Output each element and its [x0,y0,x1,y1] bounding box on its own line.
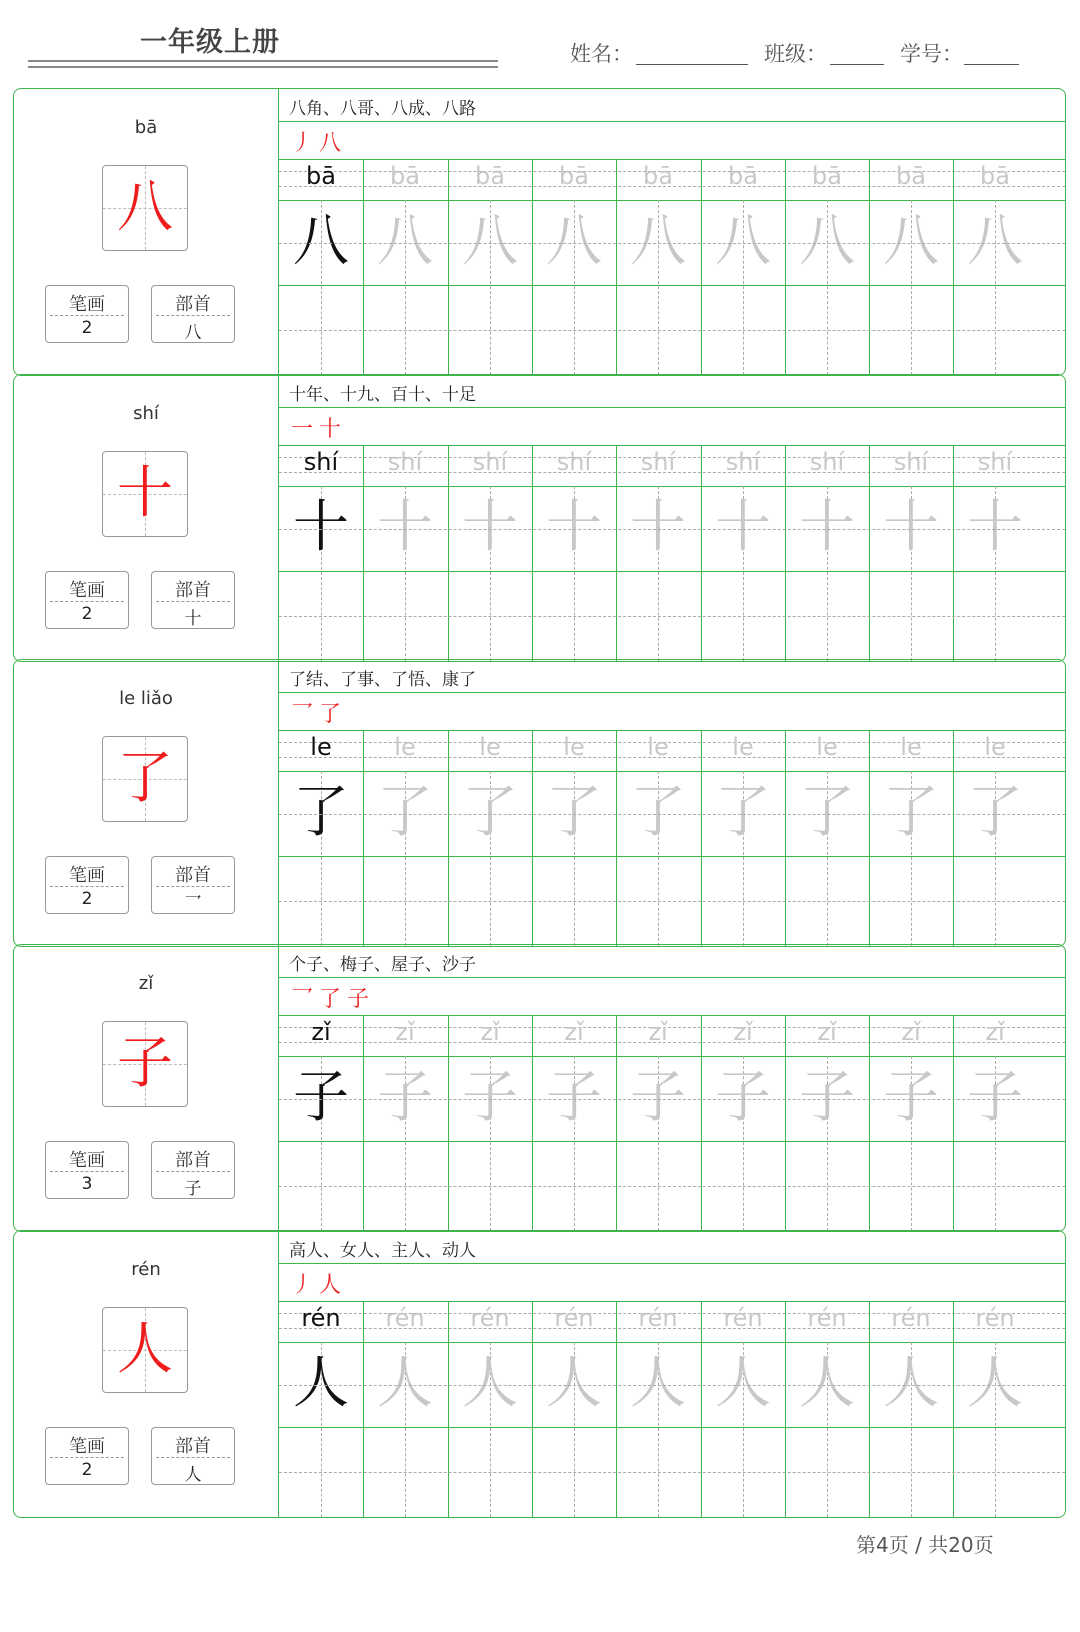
class-field[interactable] [830,64,884,65]
title-underline [28,60,498,62]
character-trace-cell: 人 [630,1351,686,1416]
pinyin-trace-cell: le [479,733,501,761]
character-trace-cell: 八 [967,209,1023,274]
pinyin-trace-cell: rén [638,1304,678,1332]
stroke-count-label: 笔画 [69,580,105,601]
pinyin-trace-cell: zǐ [985,1018,1005,1046]
radical-value: 八 [184,323,202,343]
character-trace-cell: 子 [799,1065,855,1130]
character-info-panel [14,375,278,661]
blank-writing-row[interactable] [279,571,1065,661]
character-trace-cell: 人 [462,1351,518,1416]
character-model-cell: 了 [293,780,349,845]
pinyin-model-cell: shí [303,448,339,476]
stroke-count-value: 2 [81,604,93,624]
character-trace-cell: 了 [799,780,855,845]
practice-grid [278,1231,1065,1517]
pinyin-model-cell: zǐ [311,1018,331,1046]
practice-grid [278,660,1065,946]
character-model-cell: 十 [293,495,349,560]
character-glyph: 十 [117,461,173,526]
character-info-panel [14,1231,278,1517]
pinyin-trace-cell: bā [896,162,926,190]
pinyin-trace-cell: zǐ [901,1018,921,1046]
title-underline [28,66,498,68]
name-label: 姓名： [570,42,633,66]
pinyin-label: le liǎo [119,688,173,709]
character-model-cell: 八 [293,209,349,274]
character-glyph: 八 [117,175,173,240]
character-trace-cell: 八 [630,209,686,274]
example-words: 了结、了事、了悟、康了 [289,670,476,690]
example-words: 八角、八哥、八成、八路 [289,99,476,119]
page-header [0,0,1080,80]
character-trace-cell: 十 [715,495,771,560]
pinyin-trace-cell: rén [891,1304,931,1332]
stroke-order: 丿八 [291,131,348,156]
pinyin-label: rén [131,1259,161,1280]
pinyin-label: zǐ [138,973,154,994]
radical-label: 部首 [175,1436,211,1457]
pinyin-trace-cell: rén [975,1304,1015,1332]
character-trace-cell: 了 [377,780,433,845]
example-words: 个子、梅子、屋子、沙子 [289,955,476,975]
stroke-count-box [45,571,129,629]
character-trace-cell: 了 [630,780,686,845]
character-trace-cell: 人 [799,1351,855,1416]
pinyin-trace-cell: shí [977,448,1013,476]
radical-label: 部首 [175,294,211,315]
character-trace-cell: 八 [883,209,939,274]
stroke-order: 丿人 [291,1273,348,1298]
stroke-count-value: 3 [81,1174,93,1194]
radical-box [151,1141,235,1199]
stroke-count-label: 笔画 [69,294,105,315]
character-trace-cell: 十 [462,495,518,560]
character-display [102,451,188,537]
character-trace-cell: 八 [715,209,771,274]
stroke-count-value: 2 [81,1460,93,1480]
character-glyph: 了 [117,746,173,811]
pinyin-trace-cell: le [732,733,754,761]
pinyin-trace-cell: zǐ [395,1018,415,1046]
character-trace-cell: 了 [546,780,602,845]
pinyin-trace-cell: le [984,733,1006,761]
radical-label: 部首 [175,580,211,601]
character-display [102,165,188,251]
radical-value: 乛 [184,894,202,914]
pinyin-trace-cell: bā [475,162,505,190]
character-model-cell: 子 [293,1065,349,1130]
character-display [102,736,188,822]
pinyin-trace-cell: zǐ [648,1018,668,1046]
page-title: 一年级上册 [140,27,280,58]
pinyin-trace-cell: zǐ [817,1018,837,1046]
character-trace-cell: 八 [799,209,855,274]
pinyin-trace-cell: shí [556,448,592,476]
character-trace-cell: 八 [377,209,433,274]
pinyin-trace-cell: le [394,733,416,761]
pinyin-trace-cell: rén [807,1304,847,1332]
pinyin-trace-cell: rén [385,1304,425,1332]
character-trace-cell: 子 [546,1065,602,1130]
radical-box [151,856,235,914]
example-words: 高人、女人、主人、动人 [289,1241,476,1261]
character-trace-cell: 八 [546,209,602,274]
stroke-order: 乛了 [291,702,348,727]
pinyin-label: shí [133,403,159,424]
stroke-count-value: 2 [81,318,93,338]
character-info-panel [14,89,278,375]
character-trace-cell: 十 [799,495,855,560]
blank-writing-row[interactable] [279,856,1065,946]
radical-label: 部首 [175,1150,211,1171]
stroke-count-box [45,856,129,914]
page-number: 第4页 / 共20页 [856,1533,994,1557]
pinyin-trace-cell: le [647,733,669,761]
pinyin-trace-cell: bā [559,162,589,190]
character-card [13,1230,1066,1518]
pinyin-label: bā [134,117,158,138]
character-trace-cell: 了 [967,780,1023,845]
character-trace-cell: 子 [462,1065,518,1130]
radical-box [151,571,235,629]
character-trace-cell: 十 [546,495,602,560]
blank-writing-row[interactable] [279,1427,1065,1517]
stroke-count-label: 笔画 [69,1436,105,1457]
stroke-count-box [45,1427,129,1485]
character-card [13,374,1066,662]
pinyin-trace-cell: zǐ [733,1018,753,1046]
stroke-count-label: 笔画 [69,1150,105,1171]
character-display [102,1021,188,1107]
pinyin-trace-cell: le [816,733,838,761]
class-label: 班级： [764,42,827,66]
character-trace-cell: 十 [883,495,939,560]
radical-value: 人 [184,1465,202,1485]
stroke-order: 一十 [291,417,348,442]
practice-grid [278,375,1065,661]
stroke-count-label: 笔画 [69,865,105,886]
stroke-count-box [45,285,129,343]
character-trace-cell: 人 [546,1351,602,1416]
pinyin-trace-cell: rén [470,1304,510,1332]
pinyin-trace-cell: zǐ [564,1018,584,1046]
character-glyph: 人 [117,1317,173,1382]
blank-writing-row[interactable] [279,285,1065,375]
character-trace-cell: 了 [462,780,518,845]
radical-value: 子 [184,1179,202,1199]
character-trace-cell: 人 [883,1351,939,1416]
character-display [102,1307,188,1393]
pinyin-model-cell: le [310,733,332,761]
character-trace-cell: 子 [630,1065,686,1130]
stroke-count-box [45,1141,129,1199]
character-trace-cell: 子 [715,1065,771,1130]
pinyin-trace-cell: shí [640,448,676,476]
pinyin-trace-cell: bā [812,162,842,190]
character-trace-cell: 人 [715,1351,771,1416]
example-words: 十年、十九、百十、十足 [289,385,476,405]
character-info-panel [14,945,278,1231]
character-trace-cell: 十 [377,495,433,560]
radical-box [151,285,235,343]
character-card [13,659,1066,947]
practice-grid [278,945,1065,1231]
character-trace-cell: 子 [377,1065,433,1130]
radical-box [151,1427,235,1485]
pinyin-trace-cell: shí [472,448,508,476]
pinyin-trace-cell: shí [893,448,929,476]
pinyin-trace-cell: bā [390,162,420,190]
radical-label: 部首 [175,865,211,886]
practice-grid [278,89,1065,375]
pinyin-trace-cell: le [900,733,922,761]
character-trace-cell: 十 [630,495,686,560]
character-card [13,88,1066,376]
name-field[interactable] [636,64,748,65]
pinyin-trace-cell: shí [809,448,845,476]
student-number-field[interactable] [964,64,1019,65]
character-glyph: 子 [117,1031,173,1096]
stroke-count-value: 2 [81,889,93,909]
pinyin-trace-cell: zǐ [480,1018,500,1046]
character-trace-cell: 了 [883,780,939,845]
character-trace-cell: 了 [715,780,771,845]
stroke-order: 乛了子 [291,987,376,1012]
pinyin-trace-cell: rén [723,1304,763,1332]
character-card [13,944,1066,1232]
pinyin-trace-cell: shí [387,448,423,476]
pinyin-trace-cell: rén [554,1304,594,1332]
pinyin-trace-cell: le [563,733,585,761]
character-trace-cell: 十 [967,495,1023,560]
radical-value: 十 [184,609,202,629]
character-trace-cell: 人 [967,1351,1023,1416]
blank-writing-row[interactable] [279,1141,1065,1231]
character-trace-cell: 八 [462,209,518,274]
character-model-cell: 人 [293,1351,349,1416]
character-trace-cell: 人 [377,1351,433,1416]
character-trace-cell: 子 [883,1065,939,1130]
character-info-panel [14,660,278,946]
pinyin-model-cell: bā [306,162,336,190]
pinyin-trace-cell: bā [980,162,1010,190]
pinyin-model-cell: rén [301,1304,341,1332]
pinyin-trace-cell: bā [728,162,758,190]
student-number-label: 学号： [900,42,963,66]
pinyin-trace-cell: shí [725,448,761,476]
character-trace-cell: 子 [967,1065,1023,1130]
pinyin-trace-cell: bā [643,162,673,190]
